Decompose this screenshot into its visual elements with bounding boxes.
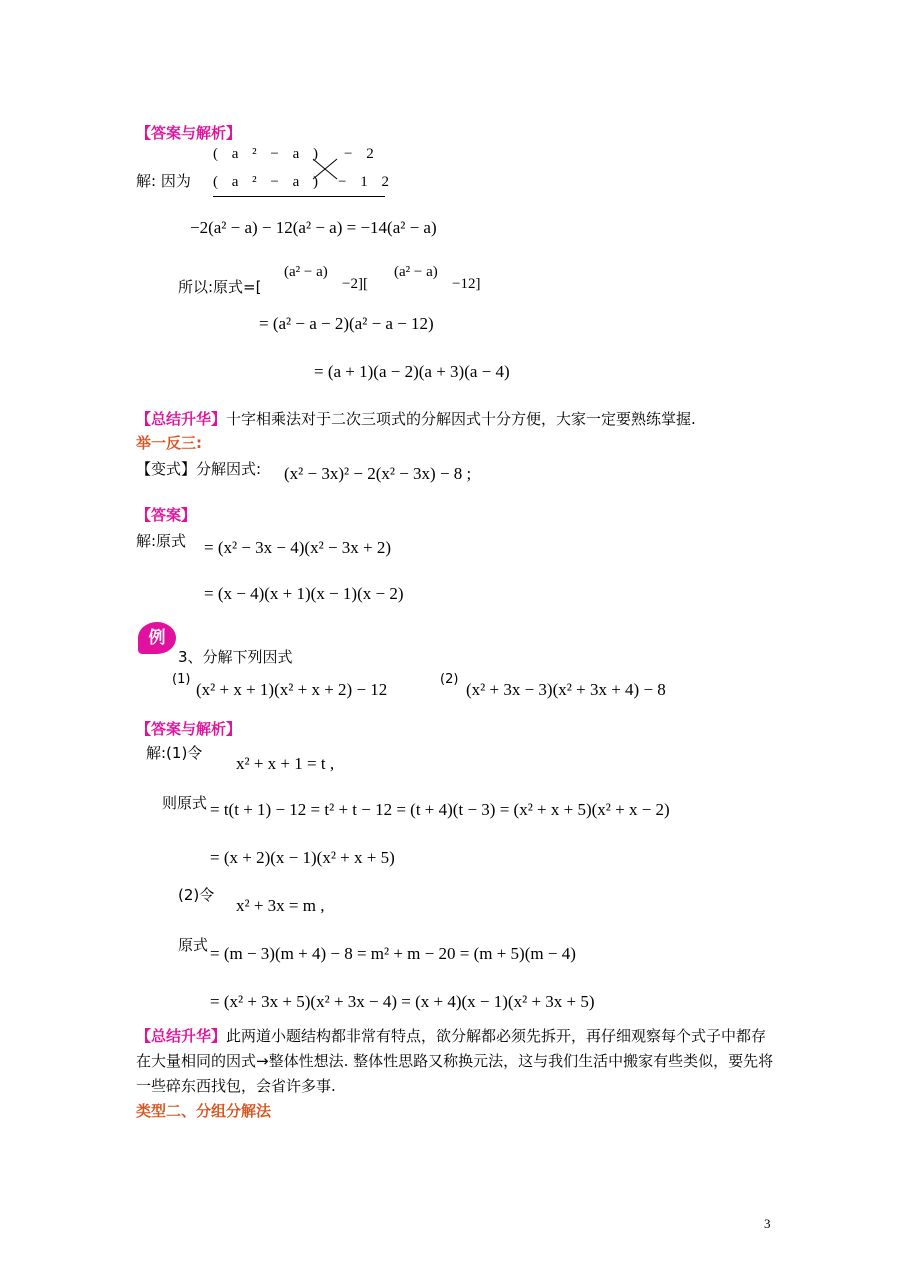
answer-label: 解:原式 <box>136 532 187 550</box>
example-3-title: 3、分解下列因式 <box>178 648 293 666</box>
example-3-part-1-label: (1) <box>172 672 191 687</box>
cross-top-left: ( a ² − a ) <box>213 146 324 162</box>
page-number: 3 <box>764 1216 771 1231</box>
practice-heading: 举一反三: <box>136 434 202 452</box>
solution-3-part-2: (2)令 <box>178 886 215 904</box>
solution-3-line-4: = (x² + 3x + 5)(x² + 3x − 4) = (x + 4)(x − 1)(x² + 3x + 5) <box>210 992 595 1011</box>
summary-1-heading: 【总结升华】 <box>136 410 227 428</box>
solution-3-heading: 【答案与解析】 <box>136 720 242 738</box>
solution-3-intro: 解:(1)令 <box>146 744 203 762</box>
solution-intro: 解: 因为 <box>136 172 191 190</box>
therefore-part1: (a² − a) <box>284 264 328 280</box>
example-3-part-2-expr: (x² + 3x − 3)(x² + 3x + 4) − 8 <box>466 680 666 699</box>
substitution-2: x² + 3x = m , <box>236 896 325 915</box>
step-3: = (a + 1)(a − 2)(a + 3)(a − 4) <box>314 362 510 381</box>
original-label: 原式 <box>178 936 209 954</box>
then-original-label: 则原式 <box>162 794 208 812</box>
therefore-mid: −2][ <box>342 276 368 292</box>
summary-1 <box>136 408 696 429</box>
solution-3-line-2: = (x + 2)(x − 1)(x² + x + 5) <box>210 848 395 867</box>
solution-3-line-3: = (m − 3)(m + 4) − 8 = m² + m − 20 = (m + 5)(m − 4) <box>210 944 576 963</box>
cross-multiply-icon <box>310 156 340 182</box>
step-2: = (a² − a − 2)(a² − a − 12) <box>259 314 434 333</box>
therefore-end: −12] <box>452 276 481 292</box>
solution-3-line-1: = t(t + 1) − 12 = t² + t − 12 = (t + 4)(t − 3) = (x² + x + 5)(x² + x − 2) <box>210 800 670 819</box>
practice-label: 【变式】分解因式: <box>136 460 262 478</box>
check-equation: −2(a² − a) − 12(a² − a) = −14(a² − a) <box>190 218 437 237</box>
therefore-part2: (a² − a) <box>394 264 438 280</box>
cross-divider <box>213 196 385 197</box>
example-3-part-2-label: (2) <box>440 672 459 687</box>
therefore-label: 所以:原式=[ <box>178 278 262 296</box>
example-3-part-1-expr: (x² + x + 1)(x² + x + 2) − 12 <box>196 680 388 699</box>
cross-bottom-left: ( a ² − a ) <box>213 174 324 190</box>
substitution-1: x² + x + 1 = t , <box>236 754 335 773</box>
type-2-heading: 类型二、分组分解法 <box>136 1102 272 1120</box>
cross-bottom-right: − 1 2 <box>338 174 394 190</box>
answer-line-1: = (x² − 3x − 4)(x² − 3x + 2) <box>204 538 392 557</box>
answer-heading: 【答案】 <box>136 506 197 524</box>
summary-2-text: 此两道小题结构都非常有特点，欲分解都必须先拆开，再仔细观察每个式子中都存在大量相同的因式→整体性想法. 整体性思路又称换元法，这与我们生活中搬家有些类似，要先将一些碎东西找包，会省许多事. <box>136 1027 774 1095</box>
cross-top-right: − 2 <box>344 146 379 162</box>
practice-expression: (x² − 3x)² − 2(x² − 3x) − 8 ; <box>284 464 472 483</box>
summary-1-text: 十字相乘法对于二次三项式的分解因式十分方便，大家一定要熟练掌握. <box>226 410 696 428</box>
summary-2-heading: 【总结升华】 <box>136 1027 227 1045</box>
answer-analysis-heading: 【答案与解析】 <box>136 124 242 142</box>
answer-line-2: = (x − 4)(x + 1)(x − 1)(x − 2) <box>204 584 404 603</box>
example-badge: 例 <box>138 622 176 654</box>
summary-2 <box>136 1024 776 1099</box>
